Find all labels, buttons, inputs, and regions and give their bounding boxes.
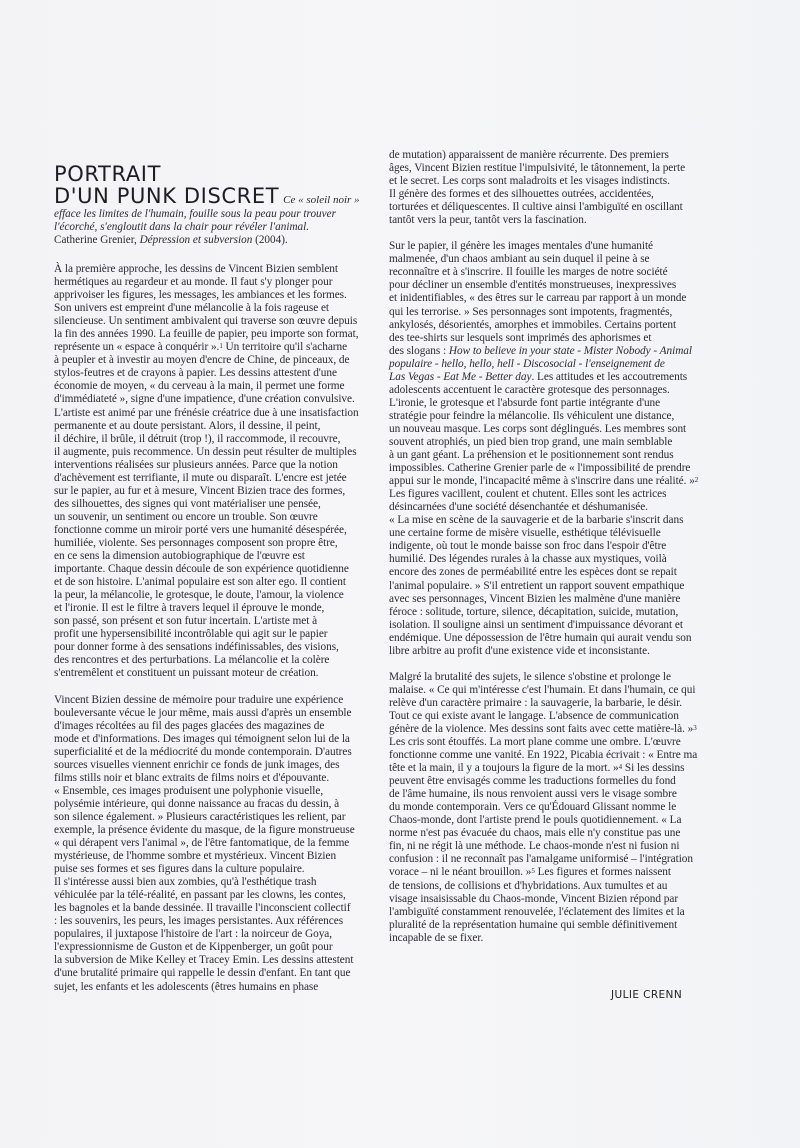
text-line: interventions réalisées sur plusieurs années. Parce que la notion xyxy=(54,458,338,471)
text-line: relève d'un caractère primaire : la sauvagerie, la barbarie, le désir. xyxy=(389,696,683,709)
text-line: stratégie pour feindre la mélancolie. Ils véhiculent une distance, xyxy=(389,409,675,422)
footnote-mark: 5 xyxy=(531,867,535,876)
text-line: l'ambiguïté constamment renouvelée, l'éclatement des limites et la xyxy=(389,905,685,918)
text-line: d'immédiateté », signe d'une impatience, d'une création convulsive. xyxy=(54,393,355,406)
text-line: souvent atrophiés, un pied bien trop grand, une main semblable xyxy=(389,435,673,448)
text-line: Les figures vacillent, coulent et chutent. Elles sont les actrices xyxy=(389,488,667,501)
text-line: Malgré la brutalité des sujets, le silence s'obstine et prolonge le xyxy=(389,670,671,683)
text-line: humiliée, violente. Ses personnages composent son propre être, xyxy=(54,536,338,549)
text-line: il déchire, il brûle, il détruit (trop !), il raccommode, il recouvre, xyxy=(54,432,341,445)
title-and-epigraph-row xyxy=(54,185,374,208)
text-segment: appui sur le monde, l'incapacité même à s'inscrire dans une réalité. » xyxy=(389,475,695,488)
text-line: âges, Vincent Bizien restitue l'impulsivité, le tâtonnement, la perte xyxy=(389,162,686,175)
text-line: qui les terrorise. » Ses personnages sont impotents, fragmentés, xyxy=(389,305,673,318)
text-line: « qui dérapent vers l'animal », de l'être fantomatique, de la femme xyxy=(54,837,350,850)
text-line: visage insaisissable du Chaos-monde, Vincent Bizien répond par xyxy=(389,892,679,905)
article-title-line-1: PORTRAIT xyxy=(54,162,162,186)
author-signature: JULIE CRENN xyxy=(611,989,683,1001)
text-line: son passé, son présent et son futur incertain. L'artiste met à xyxy=(54,615,318,628)
text-line: fonctionne comme un miroir porté vers une humanité désespérée, xyxy=(54,523,347,536)
text-line: s'entremêlent et constituent un puissant moteur de création. xyxy=(54,667,319,680)
paragraph-gap xyxy=(389,227,709,240)
text-line: impossibles. Catherine Grenier parle de « l'impossibilité de prendre xyxy=(389,462,691,475)
epigraph-line: l'écorché, s'engloutit dans la chair pour révéler l'animal. xyxy=(54,221,310,233)
text-segment: vorace – ni le néant brouillon. » xyxy=(389,866,532,879)
text-line: un nouveau masque. Les corps sont déglingués. Les membres sont xyxy=(389,422,687,435)
text-line: et l'ironie. Il est le filtre à travers lequel il éprouve le monde, xyxy=(54,602,325,615)
text-line: superficialité et de la médiocrité du monde contemporain. D'autres xyxy=(54,745,352,758)
text-line xyxy=(389,475,709,488)
paragraph-5 xyxy=(389,671,709,945)
text-line: d'images récoltées au fil des pages glacées des magazines de xyxy=(54,719,325,732)
paragraph-3 xyxy=(389,149,709,227)
text-line xyxy=(389,371,709,384)
text-line: des tee-shirts sur lesquels sont imprimés des aphorismes et xyxy=(389,331,652,344)
text-line: son silence également. » Plusieurs caractéristiques les relient, par xyxy=(54,810,346,823)
paragraph-2 xyxy=(54,694,374,994)
text-line: de mutation) apparaissent de manière récurrente. Des premiers xyxy=(389,149,669,161)
text-line: profit une hypersensibilité incontrôlable qui agit sur le papier xyxy=(54,628,328,641)
text-line: Sur le papier, il génère les images mentales d'une humanité xyxy=(389,240,654,253)
citation-work: Dépression et subversion xyxy=(139,234,253,246)
text-segment: Les figures et formes naissent xyxy=(534,866,671,879)
paragraph-gap xyxy=(389,658,709,671)
text-line: la fin des années 1990. La feuille de papier, peu importe son format, xyxy=(54,328,359,341)
footnote-mark: 2 xyxy=(694,476,699,485)
citation-author: Catherine Grenier, xyxy=(54,234,137,246)
text-segment: . Les attitudes et les accoutrements xyxy=(531,370,688,383)
text-line: véhiculée par la télé-réalité, en passant par les clowns, les contes, xyxy=(54,889,346,902)
text-line: Vincent Bizien dessine de mémoire pour traduire une expérience xyxy=(54,693,344,706)
text-line: sources visuelles viennent enrichir ce fonds de junk images, des xyxy=(54,758,340,771)
text-line: des rencontres et des perturbations. La mélancolie et la colère xyxy=(54,654,330,667)
text-line: Il s'intéresse aussi bien aux zombies, qu'à l'esthétique trash xyxy=(54,876,317,889)
text-line: apprivoiser les figures, les messages, les ambiances et les formes. xyxy=(54,289,347,302)
text-line: pour décliner un ensemble d'entités monstrueuses, inexpressives xyxy=(389,279,677,292)
text-line: populaires, il juxtapose l'histoire de l'art : la noirceur de Goya, xyxy=(54,928,333,941)
text-line: Tout ce qui existe avant le langage. L'absence de communication xyxy=(389,709,679,722)
text-line: bouleversante vécue le jour même, mais aussi d'après un ensemble xyxy=(54,706,352,719)
text-line: indigente, où tout le monde baisse son froc dans l'espoir d'être xyxy=(389,540,667,553)
text-line: isolation. Il souligne ainsi un sentiment d'impuissance dévorant et xyxy=(389,618,683,631)
text-line xyxy=(389,866,709,879)
right-column xyxy=(389,149,709,945)
text-line: confusion : il ne reconnaît pas l'amalgame uniformisé – l'intégration xyxy=(389,853,693,866)
text-line: malmenée, d'un chaos ambiant au sein duquel il peine à se xyxy=(389,253,650,266)
text-line: Les cris sont étouffés. La mort plane comme une ombre. L'œuvre xyxy=(389,736,681,749)
epigraph-citation xyxy=(54,234,374,247)
text-line: malaise. « Ce qui m'intéresse c'est l'humain. Et dans l'humain, ce qui xyxy=(389,683,696,696)
text-line: la peur, la mélancolie, le grotesque, le doute, l'amour, la violence xyxy=(54,589,344,602)
article-title-line-2: D'UN PUNK DISCRET xyxy=(54,184,280,208)
left-column xyxy=(54,163,374,994)
text-line: ankylosés, désorientés, amorphes et immobiles. Certains portent xyxy=(389,318,677,331)
paragraph-gap xyxy=(54,681,374,694)
epigraph-line: Ce « soleil noir » xyxy=(283,194,360,206)
text-line: à un gant géant. La préhension et le positionnement sont rendus xyxy=(389,449,674,462)
text-segment: Si les dessins xyxy=(622,762,685,775)
text-line: exemple, la présence évidente du masque, de la figure monstrueuse xyxy=(54,823,355,836)
text-line: l'animal populaire. » S'il entretient un rapport souvent empathique xyxy=(389,579,685,592)
footnote-mark: 3 xyxy=(693,723,697,732)
text-line xyxy=(54,341,374,354)
text-line: économie de moyen, « du cerveau à la main, il permet une forme xyxy=(54,380,345,393)
text-line: Il génère des formes et des silhouettes outrées, accidentées, xyxy=(389,188,654,201)
text-line: adolescents accentuent le caractère grotesque des personnages. xyxy=(389,383,670,396)
text-line: Son univers est empreint d'une mélancolie à la fois rageuse et xyxy=(54,302,329,315)
text-line: fin, ni ne régit là une méthode. Le chaos-monde n'est ni fusion ni xyxy=(389,840,680,853)
text-line: puise ses formes et ses figures dans la culture populaire. xyxy=(54,863,305,876)
text-line: hermétiques au regardeur et au monde. Il faut s'y plonger pour xyxy=(54,276,333,289)
text-line: silencieuse. Un sentiment ambivalent qui traverse son œuvre depuis xyxy=(54,315,358,328)
text-line: et de son histoire. L'animal populaire est son alter ego. Il contient xyxy=(54,576,346,589)
text-line: libre arbitre au profit d'une existence vide et inconsistante. xyxy=(389,644,650,657)
text-line: norme n'est pas évacuée du chaos, mais elle n'y constitue pas une xyxy=(389,827,681,840)
text-segment: génère de la violence. Mes dessins sont faits avec cette matière-là. » xyxy=(389,722,694,735)
text-line: l'expressionnisme de Guston et de Kippenberger, un goût pour xyxy=(54,941,333,954)
text-line: les bagnoles et la bande dessinée. Il travaille l'inconscient collectif xyxy=(54,902,351,915)
text-line: à peupler et à investir au moyen d'encre de Chine, de pinceaux, de xyxy=(54,354,350,367)
text-line: L'ironie, le grotesque et l'absurde font partie intégrante d'une xyxy=(389,396,661,409)
text-line: incapable de se fixer. xyxy=(389,931,484,944)
text-line: avec ses personnages, Vincent Bizien les malmène d'une manière xyxy=(389,592,681,605)
text-line: fonctionne comme une vanité. En 1922, Picabia écrivait : « Entre ma xyxy=(389,749,698,762)
text-line: sur le papier, au fur et à mesure, Vincent Bizien trace des formes, xyxy=(54,484,346,497)
text-line: d'achèvement est terrifiante, il mute ou disparaît. L'encre est jetée xyxy=(54,471,347,484)
text-line: tantôt vers la peur, tantôt vers la fascination. xyxy=(389,214,587,227)
text-line xyxy=(389,762,709,775)
text-line: Chaos-monde, dont l'artiste prend le pouls quotidiennement. « La xyxy=(389,814,682,827)
text-line: endémique. Une dépossession de l'être humain qui aurait vendu son xyxy=(389,631,692,644)
text-line: encore des zones de perméabilité entre les espèces dont se repait xyxy=(389,566,677,579)
text-line: mystérieuse, de l'homme sombre et mystérieux. Vincent Bizien xyxy=(54,850,337,863)
text-line: À la première approche, les dessins de Vincent Bizien semblent xyxy=(54,263,338,275)
text-line: un souvenir, un sentiment ou encore un trouble. Son œuvre xyxy=(54,510,318,523)
paragraph-4 xyxy=(389,240,709,658)
text-line: permanente et au doute persistant. Alors, il dessine, il peint, xyxy=(54,419,321,432)
text-line: importante. Chaque dessin découle de son expérience quotidienne xyxy=(54,563,349,576)
text-line: stylos-feutres et de crayons à papier. Les dessins attestent d'une xyxy=(54,367,337,380)
text-line: désincarnées d'une société désenchantée et déshumanisée. xyxy=(389,501,648,514)
text-line: L'artiste est animé par une frénésie créatrice due à une insatisfaction xyxy=(54,406,359,419)
text-line: « La mise en scène de la sauvagerie et de la barbarie s'inscrit dans xyxy=(389,514,684,527)
text-line: pour donner forme à des sensations indéfinissables, des visions, xyxy=(54,641,339,654)
paragraph-1 xyxy=(54,263,374,681)
epigraph-line: efface les limites de l'humain, fouille sous la peau pour trouver xyxy=(54,208,336,220)
text-line xyxy=(389,723,709,736)
text-line: mode et d'informations. Des images qui témoignent selon lui de la xyxy=(54,732,350,745)
text-line: féroce : solitude, torture, silence, décapitation, suicide, mutation, xyxy=(389,605,679,618)
text-line: de tensions, de collisions et d'hybridations. Aux tumultes et au xyxy=(389,879,668,892)
text-line: films stills noir et blanc extraits de films noirs et d'épouvante. xyxy=(54,771,330,784)
text-line: sujet, les enfants et les adolescents (êtres humains en phase xyxy=(54,980,319,993)
text-segment: des slogans : xyxy=(389,344,449,357)
text-line: peuvent être envisagés comme les traductions formelles du fond xyxy=(389,775,676,788)
slogan-list: How to believe in your state - Mister Nobody - Animal xyxy=(448,344,692,357)
text-line: il augmente, puis recommence. Un dessin peut résulter de multiples xyxy=(54,445,357,458)
text-line: et le secret. Les corps sont maladroits et les visages indistincts. xyxy=(389,175,670,188)
text-line: : les souvenirs, les peurs, les images persistantes. Aux références xyxy=(54,915,344,928)
text-line: polysémie intérieure, qui donne naissance au fracas du dessin, à xyxy=(54,797,340,810)
text-line: des silhouettes, des signes qui vont matérialiser une pensée, xyxy=(54,497,321,510)
slogan-list: populaire - hello, hello, hell - Discosocial - l'enseignement de xyxy=(389,357,665,370)
text-segment: tête et la main, il y a toujours la figure de la mort. » xyxy=(389,762,619,775)
citation-year: (2004). xyxy=(255,234,288,246)
text-line: pluralité de la représentation humaine qui semble définitivement xyxy=(389,918,678,931)
text-line: et inidentifiables, « des êtres sur le carreau par rapport à un monde xyxy=(389,292,687,305)
text-line: d'une brutalité primaire qui rappelle le dessin d'enfant. En tant que xyxy=(54,967,351,980)
text-segment: représente un « espace à conquérir ». xyxy=(54,341,220,354)
text-segment: Un territoire qu'il s'acharne xyxy=(222,341,348,354)
text-line: humilié. Des légendes rurales à la chasse aux mystiques, voilà xyxy=(389,553,667,566)
text-line: du monde contemporain. Vers ce qu'Édouard Glissant nomme le xyxy=(389,801,677,814)
slogan-list: Las Vegas - Eat Me - Better day xyxy=(389,370,532,383)
footnote-mark: 4 xyxy=(618,763,623,772)
footnote-mark: 1 xyxy=(219,342,223,351)
text-line: torturées et déliquescentes. Il cultive ainsi l'ambiguïté en oscillant xyxy=(389,201,683,214)
text-line xyxy=(389,345,709,358)
text-line: la subversion de Mike Kelley et Tracey Emin. Les dessins attestent xyxy=(54,954,354,967)
text-line: « Ensemble, ces images produisent une polyphonie visuelle, xyxy=(54,784,324,797)
text-line: de l'âme humaine, ils nous renvoient aussi vers le visage sombre xyxy=(389,788,677,801)
text-line: en ce sens la dimension autobiographique de l'œuvre est xyxy=(54,550,305,563)
text-line xyxy=(389,358,709,371)
text-line: une certaine forme de misère visuelle, esthétique télévisuelle xyxy=(389,527,661,540)
text-line: reconnaître et à s'inscrire. Il fouille les marges de notre société xyxy=(389,266,668,279)
